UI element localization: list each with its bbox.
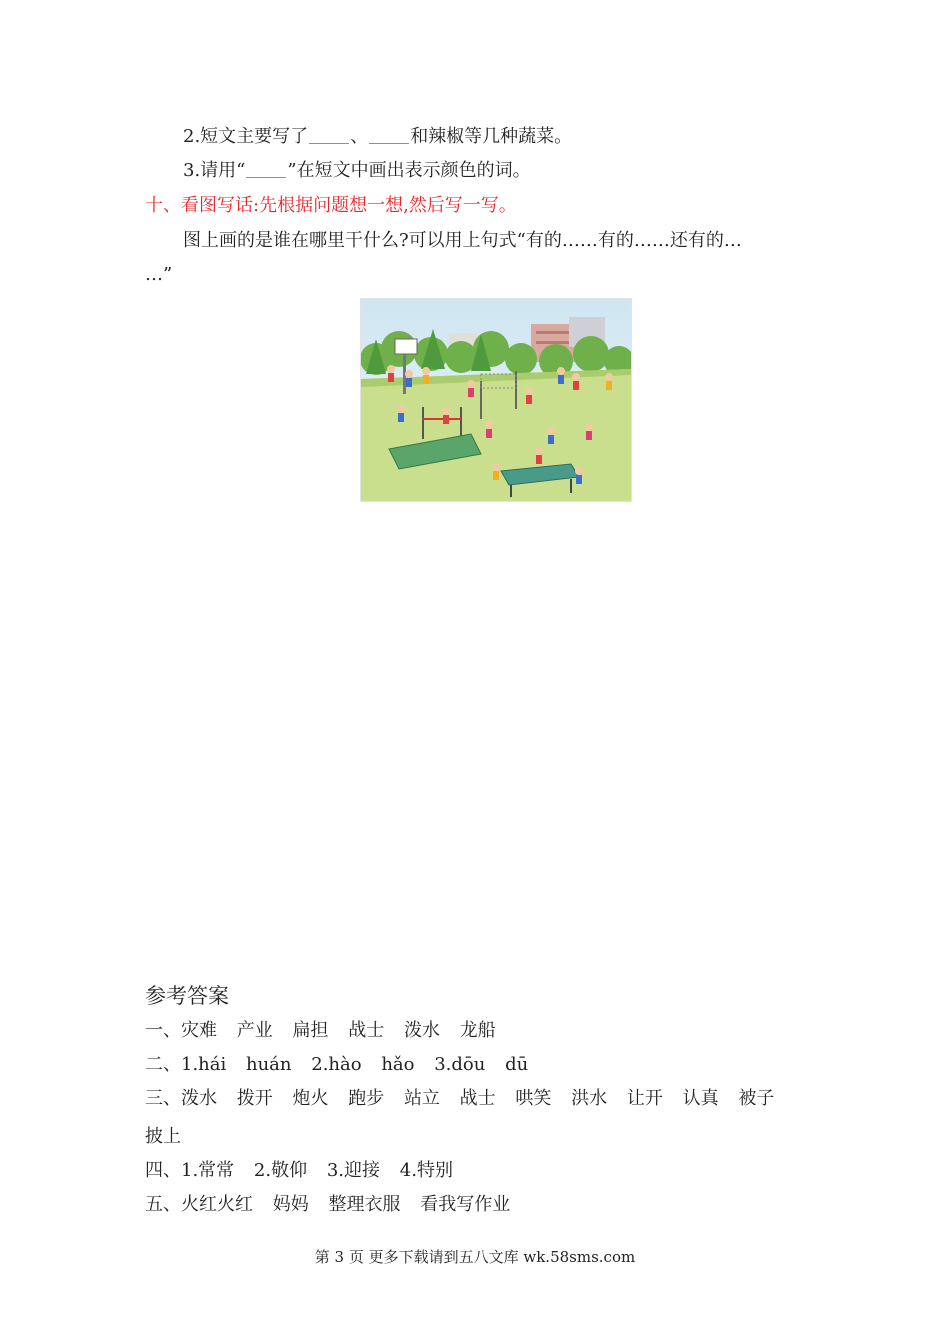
- answer-item: 一、灾难: [145, 1020, 217, 1041]
- answer-item: 让开: [626, 1088, 663, 1109]
- answer-item: 战士: [348, 1020, 385, 1041]
- answer-item: 站立: [403, 1088, 440, 1109]
- schoolyard-sports-illustration: [360, 298, 632, 502]
- answer-item: 2.hào: [311, 1054, 362, 1075]
- answer-item: 五、火红火红: [145, 1194, 253, 1215]
- q9-item-3-text-b: ”在短文中画出表示颜色的词。: [287, 160, 531, 181]
- answer-item: 扁担: [292, 1020, 329, 1041]
- answer-item: 四、1.常常: [145, 1160, 235, 1181]
- answer-item: huán: [246, 1054, 292, 1075]
- answer-item: dū: [505, 1054, 529, 1075]
- answer-item: 认真: [682, 1088, 719, 1109]
- answer-item: 整理衣服: [328, 1194, 401, 1215]
- q9-item-2-text-b: 和辣椒等几种蔬菜。: [410, 126, 573, 147]
- answer-row-5: [145, 1192, 510, 1218]
- answer-item: 三、泼水: [145, 1088, 217, 1109]
- q10-heading: 十、看图写话:先根据问题想一想,然后写一写。: [145, 195, 517, 216]
- answer-item: 泼水: [403, 1020, 440, 1041]
- answer-row-4: [145, 1158, 453, 1184]
- answer-item: 炮火: [292, 1088, 329, 1109]
- q9-item-2-text-a: 2.短文主要写了: [183, 126, 309, 147]
- answer-row-1: [145, 1018, 496, 1044]
- answer-item: 哄笑: [515, 1088, 552, 1109]
- answer-item: 二、1.hái: [145, 1054, 227, 1075]
- answer-row-2: [145, 1052, 528, 1078]
- answer-item: 洪水: [571, 1088, 608, 1109]
- answer-item: 战士: [459, 1088, 496, 1109]
- answer-blank[interactable]: [309, 125, 349, 144]
- answer-item: 龙船: [459, 1020, 496, 1041]
- page-footer: 第 3 页 更多下载请到五八文库 wk.58sms.com: [314, 1248, 636, 1266]
- answer-item: 4.特别: [399, 1160, 453, 1181]
- answer-item: 3.dōu: [434, 1054, 486, 1075]
- q10-prompt-line-2: …”: [145, 264, 173, 285]
- answer-item: 看我写作业: [420, 1194, 511, 1215]
- q9-item-3: [183, 158, 531, 184]
- answer-row-3-cont: 披上: [145, 1126, 181, 1147]
- answer-row-3: [145, 1086, 774, 1112]
- q9-item-3-text-a: 3.请用“: [183, 160, 246, 181]
- answer-item: 产业: [236, 1020, 273, 1041]
- answer-item: 被子: [738, 1088, 775, 1109]
- q9-item-2: [183, 124, 572, 150]
- q9-item-2-sep: 、: [350, 126, 369, 147]
- answers-title: 参考答案: [145, 984, 229, 1008]
- answer-item: 2.敬仰: [253, 1160, 308, 1181]
- answer-item: hǎo: [381, 1054, 415, 1075]
- answer-item: 妈妈: [272, 1194, 309, 1215]
- schoolyard-scene-icon: [361, 299, 631, 501]
- answer-item: 3.迎接: [326, 1160, 381, 1181]
- answer-item: 跑步: [348, 1088, 385, 1109]
- q10-prompt-line-1: 图上画的是谁在哪里干什么?可以用上句式“有的……有的……还有的…: [183, 230, 742, 251]
- answer-blank[interactable]: [369, 125, 409, 144]
- answer-item: 拨开: [236, 1088, 273, 1109]
- underline-sample: [246, 159, 286, 178]
